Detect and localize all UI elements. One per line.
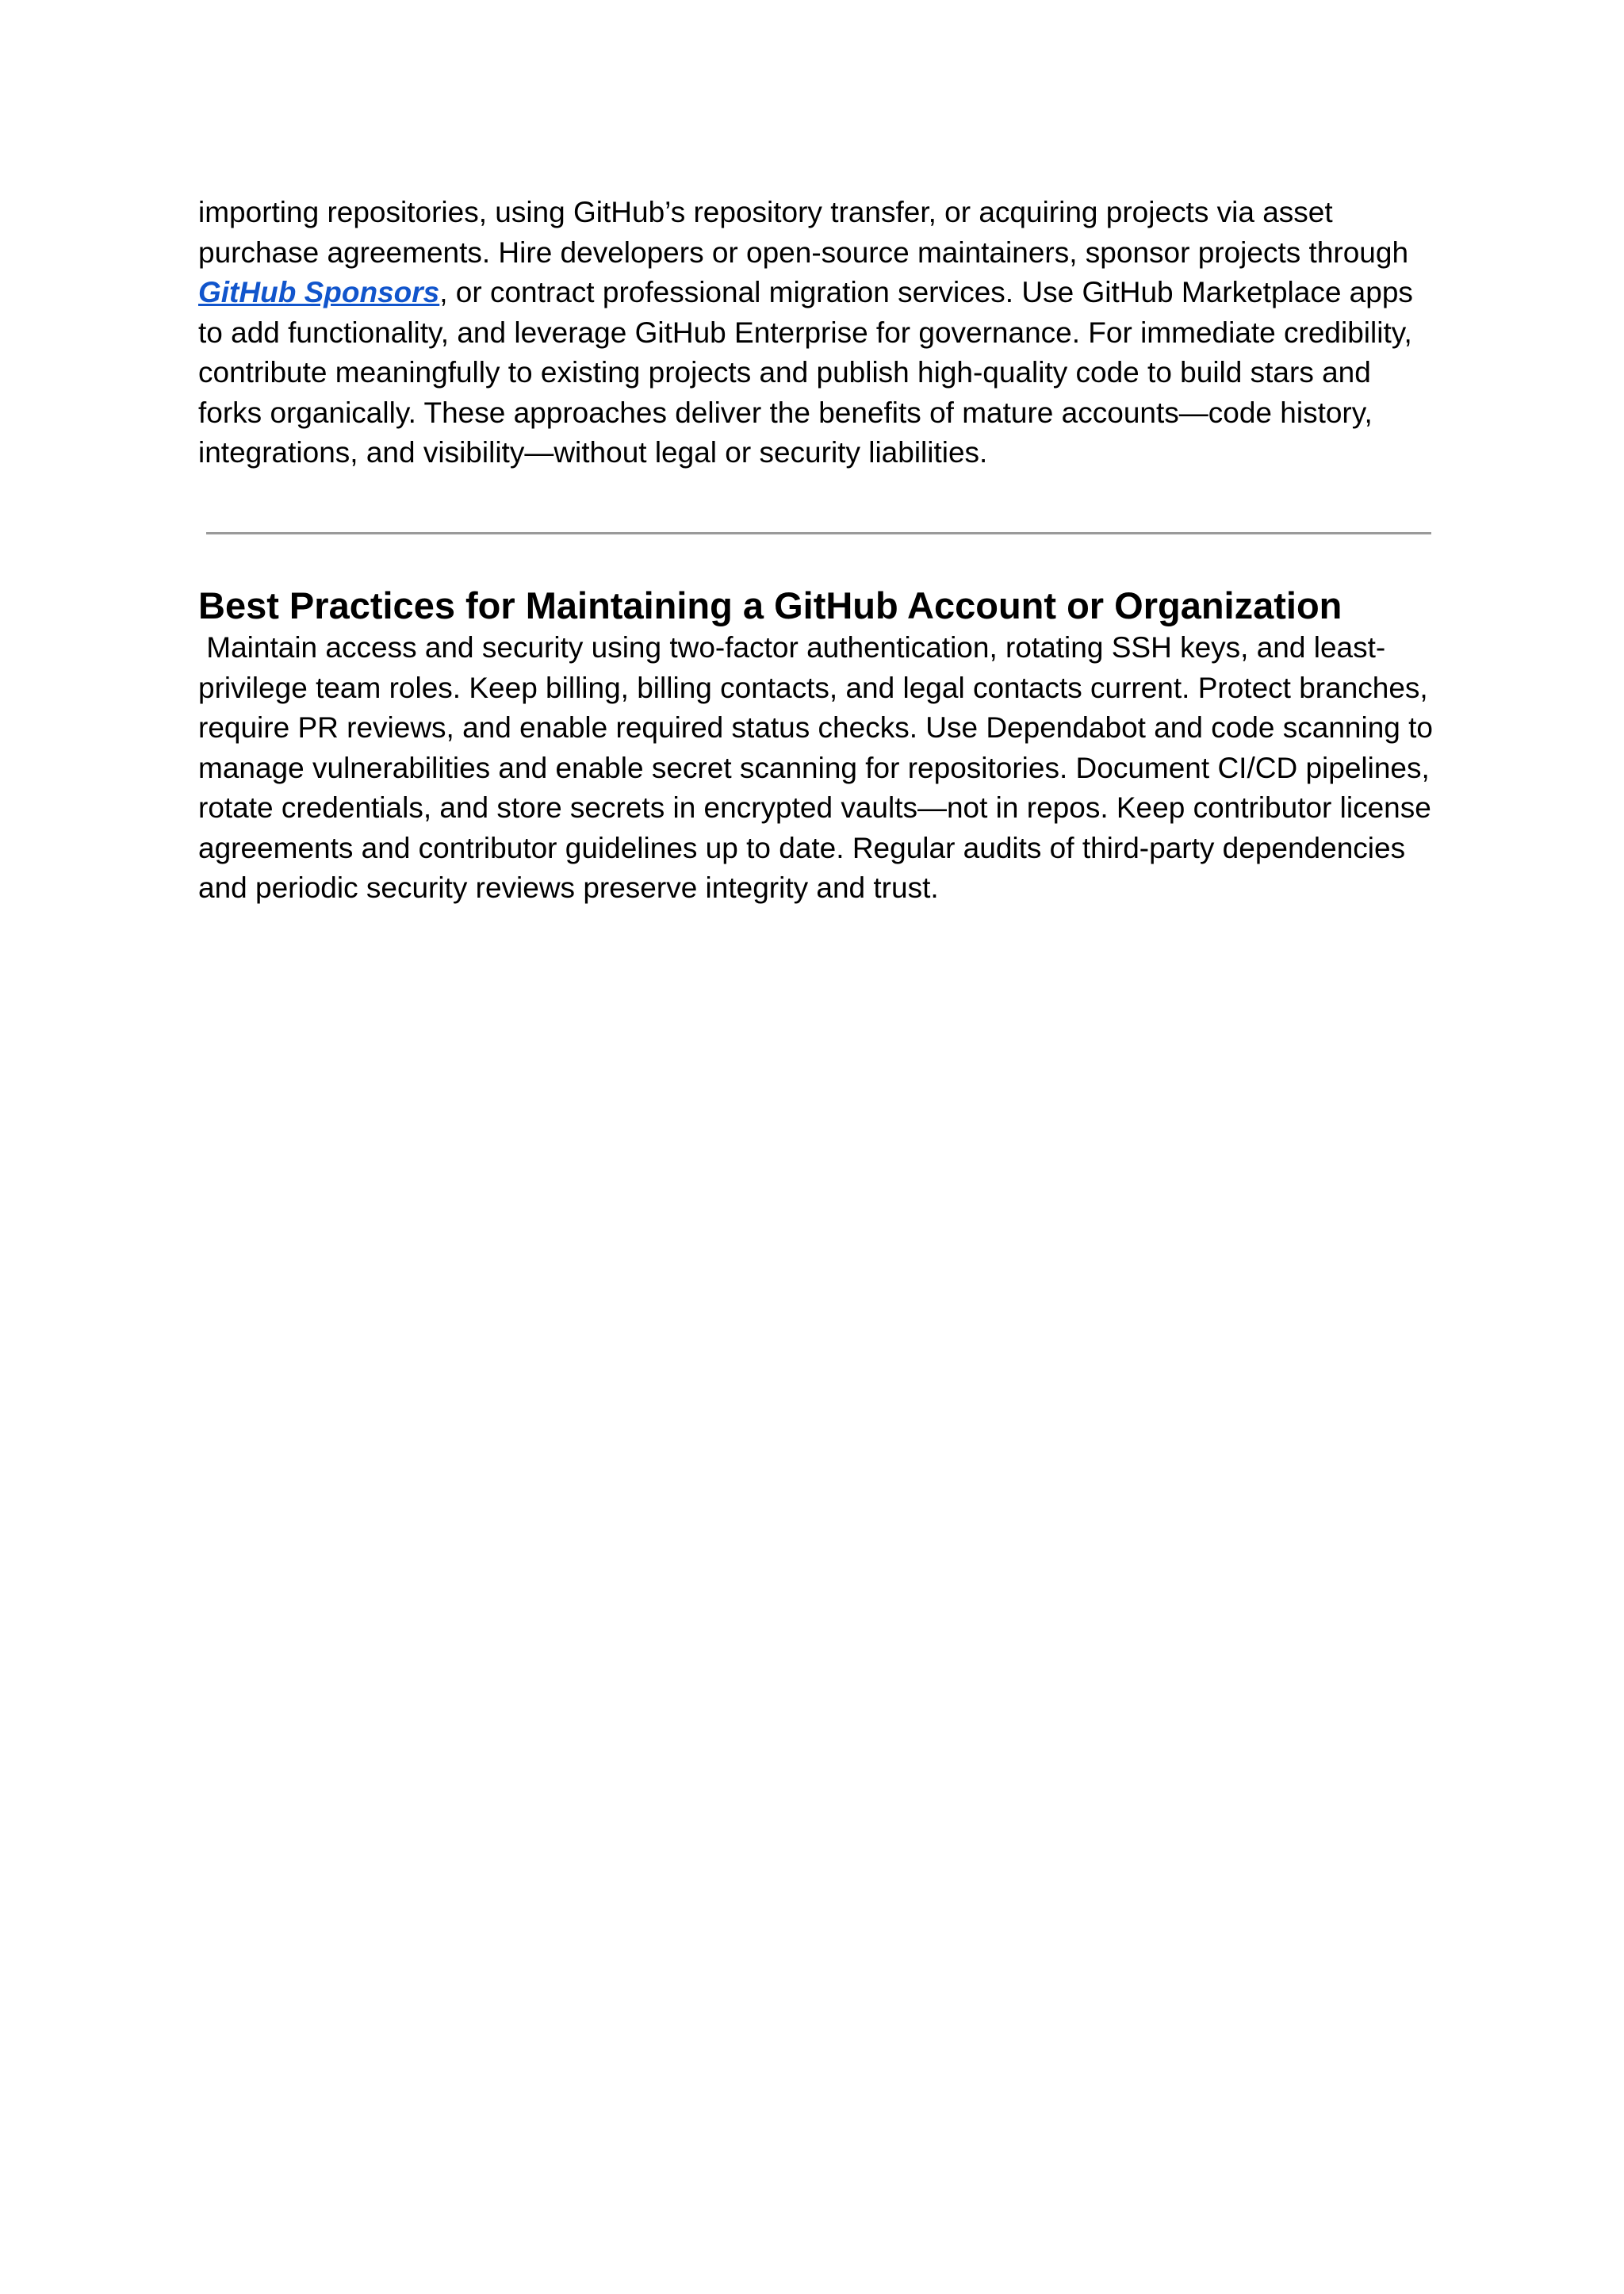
horizontal-divider — [206, 532, 1431, 534]
github-sponsors-link[interactable]: GitHub Sponsors — [198, 276, 440, 308]
intro-paragraph — [198, 193, 1435, 473]
intro-text-after-link: , or contract professional migration services. Use GitHub Marketplace apps to add functionality, and leverage GitHub Enterprise for governance. For immediate credibility, contribute meaningfully to existing projects and publish high-quality code to build stars and forks organically. These approaches deliver the benefits of mature accounts—code history, integrations, and visibility—without legal or security liabilities. — [198, 276, 1413, 469]
section-body: Maintain access and security using two-factor authentication, rotating SSH keys, and least-privilege team roles. Keep billing, billing contacts, and legal contacts current. Protect branches, require PR reviews, and enable required status checks. Use Dependabot and code scanning to manage vulnerabilities and enable secret scanning for repositories. Document CI/CD pipelines, rotate credentials, and store secrets in encrypted vaults—not in repos. Keep contributor license agreements and contributor guidelines up to date. Regular audits of third-party dependencies and periodic security reviews preserve integrity and trust. — [198, 631, 1442, 904]
section-heading: Best Practices for Maintaining a GitHub Account or Organization — [198, 584, 1342, 626]
intro-text-before-link: importing repositories, using GitHub’s repository transfer, or acquiring projects via asset purchase agreements. Hire developers or open-source maintainers, sponsor projects through — [198, 196, 1409, 269]
intro-section — [198, 193, 1435, 473]
best-practices-section — [198, 584, 1442, 909]
